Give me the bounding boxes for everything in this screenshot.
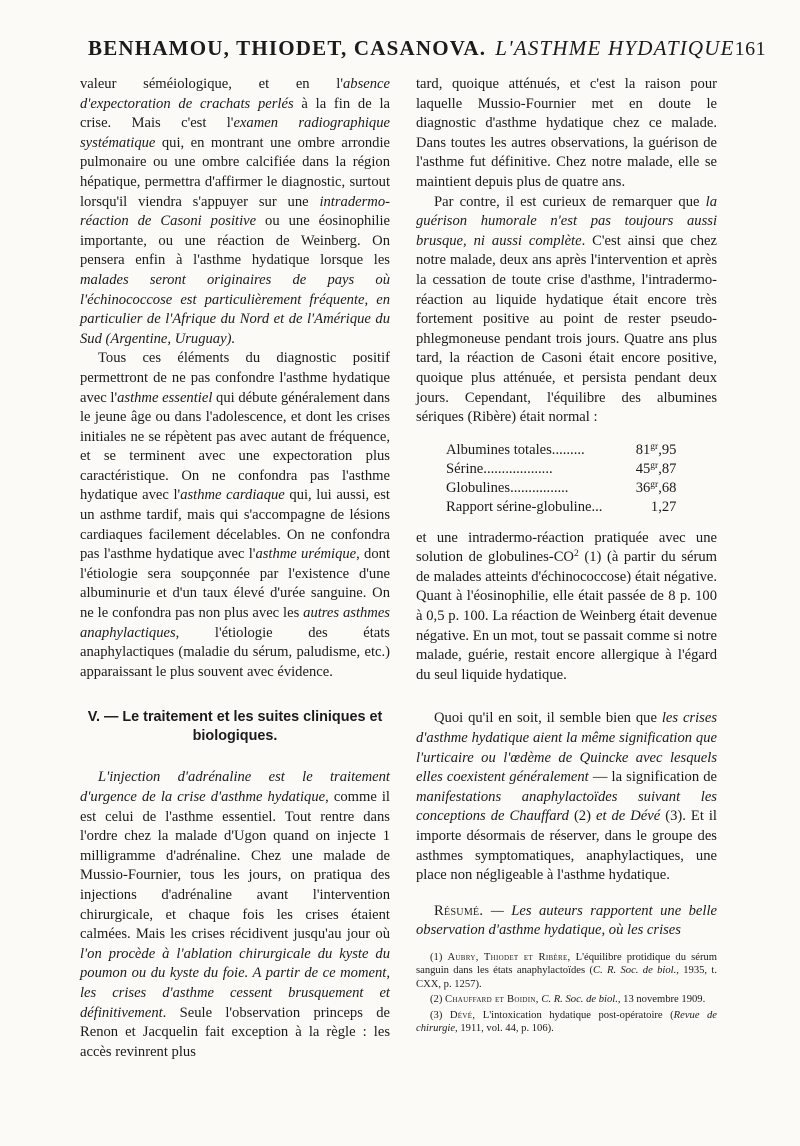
paragraph-significance: Quoi qu'il en soit, il semble bien que les crises d'asthme hydatique aient la même signification que l'urticaire ou l'œdème de Quincke avec lesquels elles coexistent généralement — la signification de manifestations anaphylactoïdes suivant les conceptions de Chauffard (2) et de Dévé (3). Et il importe désormais de réserver, dans le groupe des asthmes symptomatiques, anaphylactiques, une place non négligeable à l'asthme hydatique. [416,710,718,884]
left-column [80,75,390,1062]
footnote: (1) Aubry, Thiodet et Ribère, L'équilibre protidique du sérum sanguin dans les états anaphylactoïdes (C. R. Soc. de biol., 1935, t. CXX, p. 1257). [416,951,718,990]
footnote: (3) Dévé, L'intoxication hydatique post-opératoire (Revue de chirurgie, 1911, vol. 44, p. 106). [416,1009,718,1034]
right-column [416,75,717,1035]
paragraph-treatment: L'injection d'adrénaline est le traitement d'urgence de la crise d'asthme hydatique, comme il est celui de l'asthme essentiel. Tout rentre dans l'ordre chez la malade d'Ugon quand on injecte 1 milligramme d'adrénaline. Chez une malade de Mussio-Fournier, tous les jours, on pratiqua des injections d'adrénaline avant l'intervention chirurgicale, et chaque fois les crises étaient calmées. Mais les crises récidivent jusqu'au jour où l'on procède à l'ablation chirurgicale du kyste du poumon ou du kyste du foie. A partir de ce moment, les crises d'asthme cessent brusquement et définitivement. Seule l'observation princeps de Renon et Jacquelin fait exception à la règle : les accès revinrent plus [80,769,390,1060]
footnote: (2) Chauffard et Boidin, C. R. Soc. de biol., 13 novembre 1909. [430,994,706,1006]
table-row: Rapport sérine-globuline... 1,27 [446,498,677,515]
table-row: Albumines totales......... $81^{gr},95$ [446,441,677,458]
paragraph-diagnosis-end: valeur séméiologique, et en l'absence d'expectoration de crachats perlés à la fin de la crise. Mais c'est l'examen radiographique systématique qui, en montrant une ombre arrondie pulmonaire ou une ombre calcifiée dans la région hépatique, permettra d'affirmer le diagnostic, surtout lorsqu'il viendra s'appuyer sur une intradermo-réaction de Casoni positive ou une éosinophilie importante, ou une réaction de Weinberg. On pensera enfin à l'asthme hydatique lorsque les malades seront originaires de pays où l'échinococcose est particulièrement fréquente, en particulier de l'Afrique du Nord et de l'Amérique du Sud (Argentine, Uruguay). [80,76,390,347]
paragraph-differential-diagnosis: Tous ces éléments du diagnostic positif permettront de ne pas confondre l'asthme hydatique avec l'asthme essentiel qui débute généralement dans le jeune âge ou dans l'adolescence, et dont les crises initiales ne se répètent pas avec autant de fréquence, et se terminent avec une expectoration plus caractéristique. On ne confondra pas l'asthme hydatique avec l'asthme cardiaque qui, lui aussi, est un asthme tardif, mais qui s'accompagne de lésions cardiaques facilement décelables. On ne confondra pas l'asthme hydatique avec l'asthme urémique, dont l'étiologie sera soupçonnée par l'existence d'une albuminurie et d'un taux élevé d'urée sanguine. On ne le confondra pas non plus avec les autres asthmes anaphylactiques, l'étiologie des états anaphylactiques (maladie du sérum, paludisme, etc.) apparaissant le plus souvent avec évidence. [80,350,390,680]
page-number: 161 [734,38,767,60]
paragraph-intradermo: et une intradermo-réaction pratiquée avec une solution de globulines-$CO^2$ (1) (à partir du sérum de malades atteints d'échinococcose) était négative. Quant à l'éosinophilie, elle était passée de 8 p. 100 à 0,5 p. 100. La réaction de Weinberg était devenue négative. En un mot, tout se passait comme si notre malade, guérie, restait encore allergique à l'égard du seul liquide hydatique. [416,529,717,683]
section-heading-treatment: V. — Le traitement et les suites cliniques et biologiques. [87,709,383,745]
table-row: Globulines................ $36^{gr},68$ [446,479,677,496]
paragraph-healing-continued: tard, quoique atténués, et c'est la raison pour laquelle Mussio-Fournier met en doute le diagnostic d'asthme hydatique chez ce malade. Dans toutes les autres observations, la guérison de l'asthme fut définitive. Chez notre malade, elle se maintient depuis plus de quatre ans. [416,76,717,190]
footnotes [416,951,717,1035]
albumin-table [446,441,676,517]
table-row: Sérine................... $45^{gr},87$ [446,460,677,477]
header-authors: BENHAMOU, THIODET, CASANOVA. [88,36,487,60]
header-title: L'ASTHME HYDATIQUE [495,36,735,60]
running-header [88,36,767,70]
paragraph-humoral-healing: Par contre, il est curieux de remarquer que la guérison humorale n'est pas toujours aussi brusque, ni aussi complète. C'est ainsi que chez notre malade, deux ans après l'intervention et après la cessation de toute crise d'asthme, l'intradermo-réaction au liquide hydatique était encore très fortement positive au point de rester pseudo-phlegmoneuse pendant trois jours. Quatre ans plus tard, la réaction de Casoni était encore positive, quoique plus atténuée, et persista pendant deux jours. Cependant, l'équilibre des albumines sériques (Ribère) était normal : [416,193,717,426]
paragraph-resume: Résumé. — Les auteurs rapportent une belle observation d'asthme hydatique, où les crises [416,902,717,939]
